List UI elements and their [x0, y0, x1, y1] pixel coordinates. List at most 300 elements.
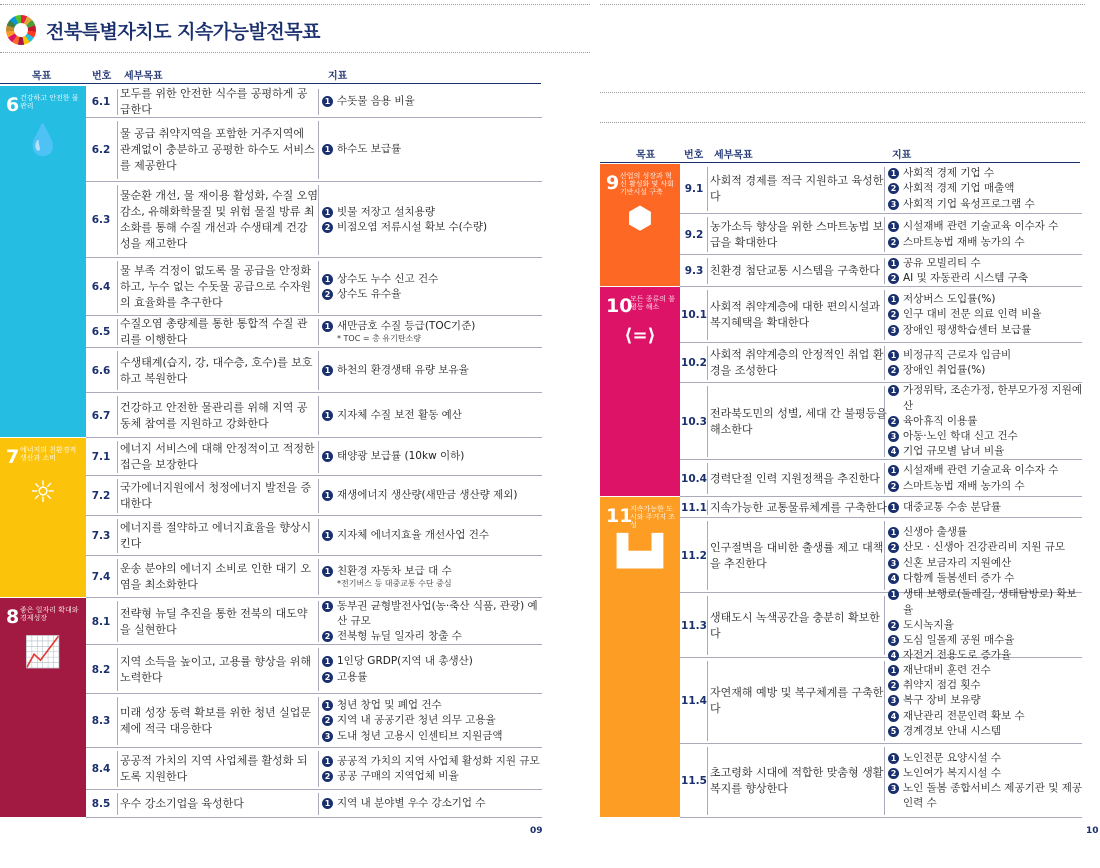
- indicator-number-badge: 2: [888, 542, 899, 553]
- target-number: 7.4: [91, 571, 111, 583]
- target-text: [710, 214, 888, 255]
- indicator-text: 하천의 환경생태 유량 보유율: [337, 363, 469, 376]
- target-text: [120, 182, 318, 258]
- indicator-number-badge: 1: [322, 365, 333, 376]
- column-divider: [318, 601, 319, 642]
- indicator-list: [322, 748, 542, 790]
- target-number: 9.2: [684, 228, 704, 241]
- indicator-list: [888, 497, 1082, 518]
- indicator-number-badge: 2: [322, 222, 333, 233]
- indicator-number-badge: 1: [888, 527, 899, 538]
- indicator-number-badge: 2: [322, 289, 333, 300]
- indicator-text: 다함께 돌봄센터 증가 수: [903, 571, 1015, 584]
- target-number: 10.4: [681, 472, 707, 485]
- target-number: 6.1: [91, 96, 111, 108]
- goal-8-number: 8: [6, 606, 20, 628]
- target-text: [120, 516, 318, 556]
- indicator-text: 경계경보 안내 시스템: [903, 724, 1001, 737]
- column-divider: [707, 290, 708, 340]
- indicator-list: [322, 645, 542, 694]
- column-divider: [707, 258, 708, 284]
- target-text: [120, 645, 318, 694]
- header-indicator-right: 지표: [892, 150, 912, 161]
- indicator-number-badge: 3: [322, 731, 333, 742]
- indicator-item: [322, 363, 542, 378]
- indicator-item: [888, 444, 1082, 459]
- indicator-item: [888, 323, 1082, 338]
- target-text-content: 공공적 가치의 지역 사업체를 활성화 되도록 지원한다: [120, 754, 308, 783]
- target-number: 7.3: [91, 530, 111, 542]
- target-text: [710, 497, 888, 518]
- indicator-list: [322, 86, 542, 118]
- indicator-item: [322, 754, 542, 769]
- indicator-text: 빗물 저장고 설치용량: [337, 205, 435, 218]
- indicator-text: 재난대비 훈련 건수: [903, 663, 991, 676]
- target-text: [120, 393, 318, 438]
- target-number: 6.2: [91, 144, 111, 156]
- indicator-item: [888, 571, 1082, 586]
- column-divider: [318, 121, 319, 179]
- column-divider: [117, 648, 118, 691]
- target-number: 6.7: [91, 409, 111, 422]
- indicator-number-badge: 2: [888, 680, 899, 691]
- indicator-text: 인구 대비 전문 의료 인력 비율: [903, 308, 1042, 321]
- indicator-number-badge: 1: [322, 321, 333, 332]
- indicator-number-badge: 2: [888, 183, 899, 194]
- target-text: [120, 476, 318, 516]
- indicator-item: [322, 220, 542, 235]
- indicator-item: [888, 587, 1082, 617]
- target-text-content: 농가소득 향상을 위한 스마트농법 보급을 확대한다: [710, 219, 884, 249]
- indicator-text: 장애인 취업률(%): [903, 364, 986, 376]
- indicator-list: [322, 694, 542, 748]
- target-text-content: 물순환 개선, 물 재이용 활성화, 수질 오염 감소, 유해화학물질 및 위험 물질 방류 최소화를 통해 수질 개선과 수생태계 건강성을 재고한다: [120, 189, 318, 250]
- target-text: [710, 343, 888, 383]
- target-text-content: 미래 성장 동력 확보를 위한 청년 실업문제에 적극 대응한다: [120, 706, 311, 735]
- target-text-content: 자연재해 예방 및 복구체계를 구축한다: [710, 686, 884, 715]
- indicator-number-badge: 4: [888, 446, 899, 457]
- indicator-text: 수돗물 음용 비율: [337, 95, 415, 108]
- indicator-number-badge: 1: [322, 410, 333, 421]
- column-divider: [318, 751, 319, 787]
- header-indicator: 지표: [328, 71, 348, 82]
- target-text-content: 사회적 취약계층에 대한 편의시설과 복지혜택을 확대한다: [710, 300, 880, 329]
- indicator-list: [322, 516, 542, 556]
- indicator-text: 아동·노인 학대 신고 건수: [903, 430, 1018, 443]
- indicator-number-badge: 2: [322, 771, 333, 782]
- target-text: [710, 593, 888, 658]
- column-divider: [707, 661, 708, 741]
- indicator-text: 기업 규모별 남녀 비율: [903, 445, 1005, 458]
- indicator-number-badge: 3: [888, 199, 899, 210]
- target-text: [120, 316, 318, 348]
- indicator-item: [888, 709, 1082, 724]
- target-text: [120, 258, 318, 316]
- city-buildings-icon: ▙▟: [616, 534, 664, 569]
- indicator-number-badge: 1: [322, 566, 333, 577]
- indicator-list: [888, 214, 1082, 255]
- target-number: 7.2: [91, 490, 111, 502]
- indicator-item: [888, 348, 1082, 363]
- indicator-list: [322, 438, 542, 476]
- column-divider: [707, 521, 708, 590]
- column-divider: [318, 396, 319, 435]
- indicator-item: [888, 500, 1082, 515]
- indicator-text: 노인여가 복지시설 수: [903, 766, 1001, 779]
- indicator-item: [322, 205, 542, 220]
- target-number: 11.1: [681, 501, 707, 514]
- indicator-item: [322, 287, 542, 302]
- indicator-item: [888, 781, 1082, 811]
- indicator-list: [322, 182, 542, 258]
- target-text-content: 운송 분야의 에너지 소비로 인한 대기 오염을 최소화한다: [120, 562, 311, 591]
- indicator-text: 스마트농법 재배 농가의 수: [903, 479, 1025, 492]
- indicator-number-badge: 1: [888, 753, 899, 764]
- indicator-number-badge: 5: [888, 726, 899, 737]
- target-text: [120, 556, 318, 598]
- indicator-item: [888, 166, 1082, 181]
- title-area: [6, 10, 320, 50]
- target-text: [120, 348, 318, 393]
- indicator-number-badge: 1: [888, 350, 899, 361]
- indicator-text: 노인전문 요양시설 수: [903, 751, 1001, 764]
- column-divider: [117, 396, 118, 435]
- indicator-number-badge: 2: [888, 768, 899, 779]
- target-text: [710, 287, 888, 343]
- indicator-text: 전북형 뉴딜 일자리 창출 수: [337, 630, 462, 643]
- target-number: 10.3: [681, 415, 707, 428]
- indicator-item: [322, 564, 542, 579]
- indicator-number-badge: 3: [888, 558, 899, 569]
- target-text: [120, 438, 318, 476]
- target-text-content: 수생태계(습지, 강, 대수층, 호수)를 보호하고 복원한다: [120, 355, 313, 385]
- target-text-content: 물 부족 걱정이 없도록 물 공급을 안정화하고, 누수 없는 수돗물 공급으로 수자원의 효율화를 추구한다: [120, 264, 311, 309]
- target-text-content: 전라북도민의 성별, 세대 간 불평등을 해소한다: [710, 406, 887, 436]
- indicator-item: [322, 319, 542, 334]
- goal-10-number: 10: [606, 295, 633, 317]
- target-text-content: 국가에너지원에서 청정에너지 발전을 증대한다: [120, 481, 312, 510]
- column-divider: [707, 747, 708, 815]
- indicator-text: 1인당 GRDP(지역 내 총생산): [337, 655, 473, 668]
- right-page: [600, 0, 1100, 868]
- indicator-item: [888, 197, 1082, 212]
- indicator-number-badge: 3: [888, 635, 899, 646]
- indicator-item: [888, 181, 1082, 196]
- indicator-item: [888, 235, 1082, 250]
- indicator-text: 신생아 출생률: [903, 526, 968, 539]
- indicator-text: 공공 구매의 지역업체 비율: [337, 770, 459, 782]
- indicator-item: [322, 713, 542, 728]
- column-divider: [117, 601, 118, 642]
- column-divider: [117, 89, 118, 115]
- indicator-text: 지역 내 분야별 우수 강소기업 수: [337, 797, 486, 810]
- indicator-list: [888, 518, 1082, 593]
- indicator-item: [322, 488, 542, 503]
- indicator-list: [888, 588, 1082, 662]
- indicator-number-badge: 2: [888, 481, 899, 492]
- target-text-content: 생태도시 녹색공간을 충분히 확보한다: [710, 610, 880, 640]
- equality-icon: ⟨=⟩: [624, 325, 656, 346]
- indicator-text: 지자체 수질 보전 활동 예산: [337, 408, 462, 421]
- indicator-number-badge: 3: [888, 431, 899, 442]
- indicator-item: [888, 363, 1082, 378]
- indicator-text: 시설재배 관련 기술교육 이수자 수: [903, 220, 1059, 233]
- column-divider: [117, 121, 118, 179]
- target-text-content: 사회적 경제를 적극 지원하고 육성한다: [710, 174, 884, 203]
- indicator-item: [322, 528, 542, 543]
- indicator-number-badge: 2: [888, 309, 899, 320]
- top-dotted-rule-right: [600, 4, 1085, 5]
- indicator-item: [322, 142, 542, 157]
- indicator-text: 신혼 보금자리 지원예산: [903, 556, 1012, 569]
- goal-11-number: 11: [606, 505, 633, 527]
- column-divider: [117, 319, 118, 345]
- target-text-content: 경력단절 인력 지원정책을 추진한다: [710, 471, 880, 485]
- indicator-number-badge: 1: [888, 258, 899, 269]
- indicator-text: 사회적 경제 기업 수: [903, 167, 995, 180]
- target-number: 9.3: [684, 265, 704, 277]
- indicator-list: [322, 348, 542, 393]
- indicator-list: [322, 393, 542, 438]
- target-number: 9.1: [684, 183, 704, 195]
- indicator-item: [322, 629, 542, 644]
- indicator-number-badge: 2: [888, 237, 899, 248]
- indicator-number-badge: 1: [888, 465, 899, 476]
- column-divider: [318, 441, 319, 473]
- goal-6-number: 6: [6, 94, 20, 116]
- indicator-list: [888, 287, 1082, 343]
- target-text: [710, 383, 888, 460]
- header-target-right: 세부목표: [714, 150, 753, 161]
- title-dotted-rule: [0, 52, 590, 53]
- indicator-number-badge: 1: [888, 168, 899, 179]
- goal-7-number: 7: [6, 446, 20, 468]
- goal-7-block: [0, 438, 86, 597]
- target-number: 11.2: [681, 549, 707, 562]
- goal-6-label: 건강하고 안전한 물관리: [20, 94, 79, 111]
- indicator-text: 재난관리 전문인력 확보 수: [903, 709, 1025, 722]
- indicator-item: [888, 463, 1082, 478]
- target-number: 6.5: [91, 326, 111, 338]
- indicator-text: 비정규직 근로자 임금비: [903, 348, 1012, 361]
- indicator-item: [888, 693, 1082, 708]
- indicator-number-badge: 2: [888, 365, 899, 376]
- target-number: 8.5: [91, 798, 111, 810]
- indicator-list: [888, 164, 1082, 214]
- indicator-item: [322, 94, 542, 109]
- target-number: 7.1: [91, 451, 111, 463]
- indicator-item: [888, 633, 1082, 648]
- header-dotted-rule-right: [600, 122, 1085, 123]
- target-number: 6.4: [91, 281, 111, 293]
- column-divider: [318, 185, 319, 255]
- target-text: [120, 748, 318, 790]
- indicator-item: [322, 408, 542, 423]
- indicator-note: *전기버스 등 대중교통 수단 중심: [337, 579, 452, 589]
- indicator-number-badge: 2: [322, 715, 333, 726]
- indicator-number-badge: 1: [322, 756, 333, 767]
- goal-9-number: 9: [606, 172, 620, 194]
- target-number: 6.6: [91, 364, 111, 377]
- target-text-content: 우수 강소기업을 육성한다: [120, 797, 244, 811]
- indicator-item: [888, 256, 1082, 271]
- indicator-list: [888, 383, 1082, 460]
- target-number: 8.1: [91, 615, 111, 628]
- goal-10-block: [600, 287, 680, 496]
- goal-8-block: [0, 598, 86, 817]
- column-divider: [117, 185, 118, 255]
- goal-8-label: 좋은 일자리 확대와 경제성장: [20, 606, 79, 623]
- indicator-text: 산모 · 신생아 건강관리비 지원 규모: [903, 541, 1066, 554]
- target-text: [120, 694, 318, 748]
- indicator-text: 청년 창업 및 폐업 건수: [337, 699, 442, 712]
- target-number: 8.4: [91, 763, 111, 775]
- indicator-list: [322, 258, 542, 316]
- indicator-text: 사회적 경제 기업 매출액: [903, 182, 1015, 195]
- target-text-content: 인구절벽을 대비한 출생률 제고 대책을 추진한다: [710, 540, 884, 570]
- indicator-number-badge: 3: [888, 695, 899, 706]
- goal-11-block: [600, 497, 680, 817]
- target-text-content: 에너지 서비스에 대해 안정적이고 적정한 접근을 보장한다: [120, 442, 315, 471]
- indicator-item: [888, 618, 1082, 633]
- indicator-text: 친환경 자동차 보급 대 수: [337, 565, 452, 578]
- indicator-text: 도시녹지율: [903, 618, 954, 631]
- indicator-number-badge: 1: [322, 274, 333, 285]
- indicator-number-badge: 1: [322, 207, 333, 218]
- column-divider: [117, 751, 118, 787]
- column-divider: [707, 346, 708, 380]
- column-divider: [707, 596, 708, 655]
- indicator-item: [888, 751, 1082, 766]
- indicator-text: 생태 보행로(둘레길, 생태탐방로) 확보율: [903, 588, 1077, 616]
- indicator-item: [888, 556, 1082, 571]
- indicator-text: 장애인 평생학습센터 보급률: [903, 323, 1032, 336]
- indicator-list: [322, 118, 542, 182]
- column-divider: [707, 167, 708, 211]
- indicator-number-badge: 4: [888, 650, 899, 661]
- indicator-text: 대중교통 수송 분담률: [903, 500, 1001, 513]
- target-number: 10.1: [681, 309, 707, 321]
- indicator-item: [888, 429, 1082, 444]
- water-drop-icon: 💧: [24, 123, 62, 158]
- indicator-item: [888, 766, 1082, 781]
- indicator-text: 노인 돌봄 종합서비스 제공기관 및 제공인력 수: [903, 782, 1082, 810]
- target-number: 8.2: [91, 663, 111, 676]
- indicator-text: 자전거 전용도로 증가율: [903, 649, 1012, 662]
- indicator-text: 도내 청년 고용시 인센티브 지원금액: [337, 729, 503, 742]
- growth-chart-icon: 📈: [24, 635, 62, 670]
- header-num-right: 번호: [684, 150, 704, 161]
- indicator-number-badge: 1: [888, 294, 899, 305]
- column-divider: [117, 559, 118, 595]
- indicator-list: [888, 744, 1082, 818]
- table-header-left: [0, 67, 550, 81]
- indicator-text: 공공적 가치의 지역 사업체 활성화 지원 규모: [337, 754, 540, 767]
- indicator-item: [322, 769, 542, 784]
- column-divider: [318, 479, 319, 513]
- column-divider: [318, 261, 319, 313]
- indicator-number-badge: 1: [888, 221, 899, 232]
- column-divider: [707, 386, 708, 457]
- page-title: 전북특별자치도 지속가능발전목표: [46, 20, 320, 43]
- column-divider: [318, 89, 319, 115]
- indicator-item: [322, 796, 542, 811]
- indicator-item: [322, 272, 542, 287]
- indicator-list: [322, 476, 542, 516]
- indicator-item: [888, 678, 1082, 693]
- indicator-list: [888, 460, 1082, 497]
- indicator-text: 하수도 보급률: [337, 143, 402, 156]
- indicator-number-badge: 1: [322, 530, 333, 541]
- target-text-content: 수질오염 총량제를 통한 통합적 수질 관리를 이행한다: [120, 317, 308, 346]
- indicator-item: [322, 449, 542, 464]
- indicator-number-badge: 1: [888, 502, 899, 513]
- target-number: 8.3: [91, 715, 111, 727]
- indicator-note: * TOC = 총 유기탄소량: [337, 334, 422, 344]
- indicator-list: [888, 343, 1082, 383]
- indicator-number-badge: 1: [888, 589, 899, 600]
- target-text-content: 사회적 취약계층의 안정적인 취업 환경을 조성한다: [710, 348, 884, 377]
- indicator-item: [888, 307, 1082, 322]
- indicator-text: 사회적 기업 육성프로그램 수: [903, 197, 1035, 210]
- column-divider: [318, 351, 319, 390]
- header-rule: [0, 83, 541, 84]
- indicator-text: 재생에너지 생산량(새만금 생산량 제외): [337, 489, 518, 502]
- indicator-number-badge: 3: [888, 325, 899, 336]
- indicator-number-badge: 1: [888, 665, 899, 676]
- indicator-text: 공유 모빌리티 수: [903, 256, 981, 269]
- indicator-text: 태양광 보급률 (10kw 이하): [337, 450, 465, 463]
- column-divider: [707, 217, 708, 252]
- target-text: [710, 744, 888, 818]
- indicator-item: [888, 525, 1082, 540]
- indicator-list: [322, 790, 542, 818]
- indicator-list: [322, 316, 542, 348]
- target-number: 11.5: [681, 775, 707, 787]
- target-text: [710, 164, 888, 214]
- mid-dotted-rule-right: [600, 92, 1085, 93]
- target-text: [710, 658, 888, 744]
- indicator-item: [322, 698, 542, 713]
- column-divider: [117, 519, 118, 553]
- target-text: [120, 86, 318, 118]
- target-text-content: 건강하고 안전한 물관리를 위해 지역 공동체 참여를 지원하고 강화한다: [120, 400, 308, 430]
- indicator-item: [888, 271, 1082, 286]
- header-goal: 목표: [32, 71, 52, 82]
- target-text-content: 지역 소득을 높이고, 고용률 향상을 위해 노력한다: [120, 654, 311, 684]
- indicator-text: 스마트농법 재배 농가의 수: [903, 235, 1025, 248]
- indicator-text: 가정위탁, 조손가정, 한부모가정 지원예산: [903, 384, 1082, 412]
- page-number-left: 09: [530, 826, 543, 836]
- indicator-item: [888, 724, 1082, 739]
- target-text: [120, 790, 318, 818]
- top-dotted-rule: [0, 4, 590, 5]
- column-divider: [318, 697, 319, 745]
- target-text-content: 물 공급 취약지역을 포함한 거주지역에 관계없이 충분하고 공평한 하수도 서비스를 제공한다: [120, 127, 315, 172]
- header-goal-right: 목표: [636, 150, 656, 161]
- indicator-list: [322, 556, 542, 598]
- goal-6-block: [0, 86, 86, 437]
- cubes-icon: ⬢: [626, 201, 654, 236]
- target-text-content: 전략형 뉴딜 추진을 통한 전북의 대도약을 실현한다: [120, 606, 308, 636]
- column-divider: [707, 463, 708, 494]
- column-divider: [117, 793, 118, 815]
- indicator-item: [888, 414, 1082, 429]
- indicator-number-badge: 1: [322, 144, 333, 155]
- indicator-text: 저상버스 도입률(%): [903, 293, 996, 306]
- indicator-number-badge: 2: [322, 672, 333, 683]
- target-text: [710, 518, 888, 593]
